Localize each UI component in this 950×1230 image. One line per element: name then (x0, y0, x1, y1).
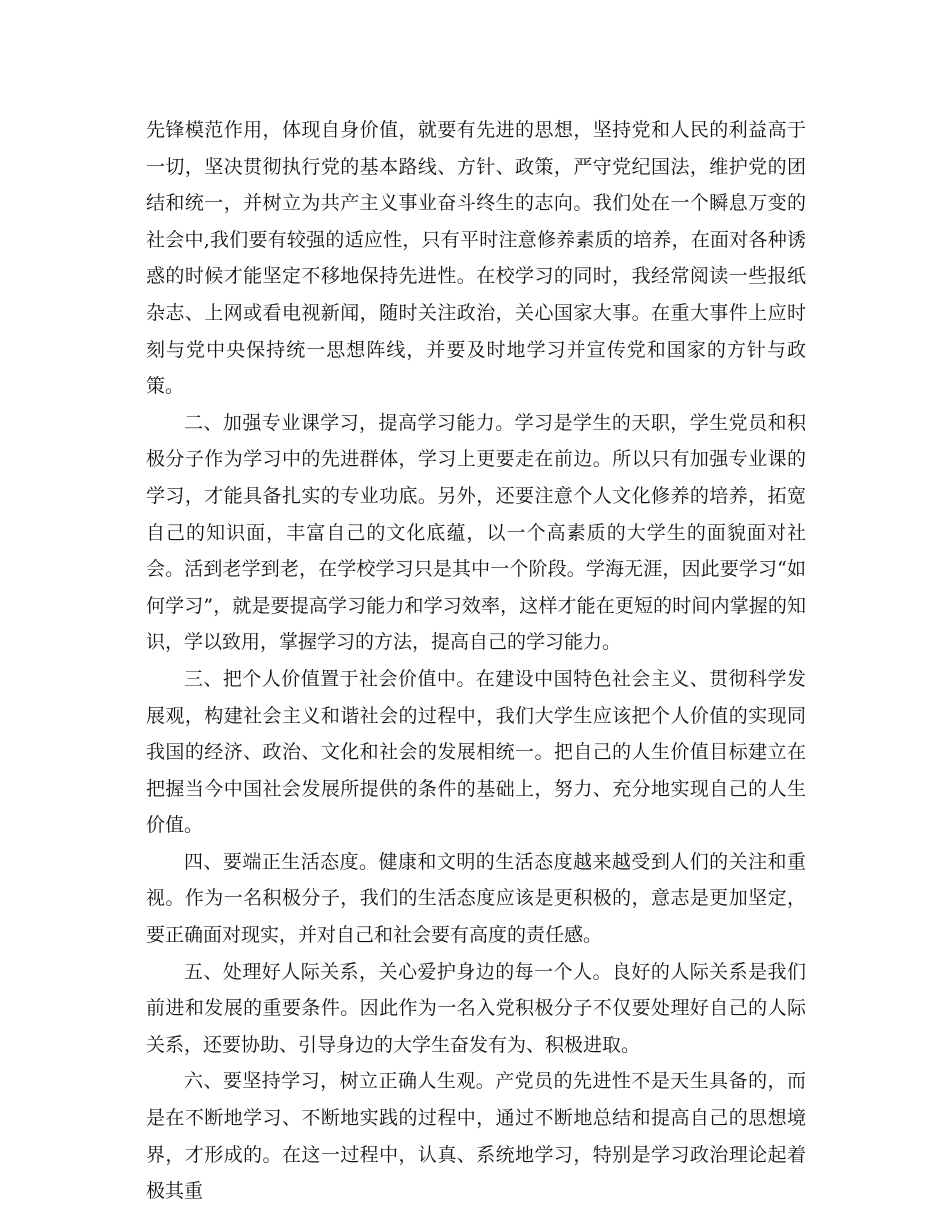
paragraph-1: 先锋模范作用，体现自身价值，就要有先进的思想，坚持党和人民的利益高于一切，坚决贯彻执行党的基本路线、方针、政策，严守党纪国法，维护党的团结和统一，并树立为共产主义事业奋斗终生的志向。我们处在一个瞬息万变的社会中,我们要有较强的适应性，只有平时注意修养素质的培养，在面对各种诱惑的时候才能坚定不移地保持先进性。在校学习的同时，我经常阅读一些报纸杂志、上网或看电视新闻，随时关注政治，关心国家大事。在重大事件上应时刻与党中央保持统一思想阵线，并要及时地学习并宣传党和国家的方针与政策。 (146, 119, 806, 398)
document-body (146, 112, 806, 1210)
paragraph-6: 六、要坚持学习，树立正确人生观。产党员的先进性不是天生具备的，而是在不断地学习、不断地实践的过程中，通过不断地总结和提高自己的思想境界，才形成的。在这一过程中，认真、系统地学习，特别是学习政治理论起着极其重 (146, 1070, 806, 1203)
paragraph-5: 五、处理好人际关系，关心爱护身边的每一个人。良好的人际关系是我们前进和发展的重要条件。因此作为一名入党积极分子不仅要处理好自己的人际关系，还要协助、引导身边的大学生奋发有为、积极进取。 (146, 960, 806, 1056)
paragraph-2: 二、加强专业课学习，提高学习能力。学习是学生的天职，学生党员和积极分子作为学习中的先进群体，学习上更要走在前边。所以只有加强专业课的学习，才能具备扎实的专业功底。另外，还要注意个人文化修养的培养，拓宽自己的知识面，丰富自己的文化底蕴，以一个高素质的大学生的面貌面对社会。活到老学到老，在学校学习只是其中一个阶段。学海无涯，因此要学习“如何学习”，就是要提高学习能力和学习效率，这样才能在更短的时间内掌握的知识，学以致用，掌握学习的方法，提高自己的学习能力。 (146, 411, 806, 654)
paragraph-3: 三、把个人价值置于社会价值中。在建设中国特色社会主义、贯彻科学发展观，构建社会主义和谐社会的过程中，我们大学生应该把个人价值的实现同我国的经济、政治、文化和社会的发展相统一。把自己的人生价值目标建立在把握当今中国社会发展所提供的条件的基础上，努力、充分地实现自己的人生价值。 (146, 667, 806, 837)
paragraph-4: 四、要端正生活态度。健康和文明的生活态度越来越受到人们的关注和重视。作为一名积极分子，我们的生活态度应该是更积极的，意志是更加坚定，要正确面对现实，并对自己和社会要有高度的责任感。 (146, 850, 806, 947)
